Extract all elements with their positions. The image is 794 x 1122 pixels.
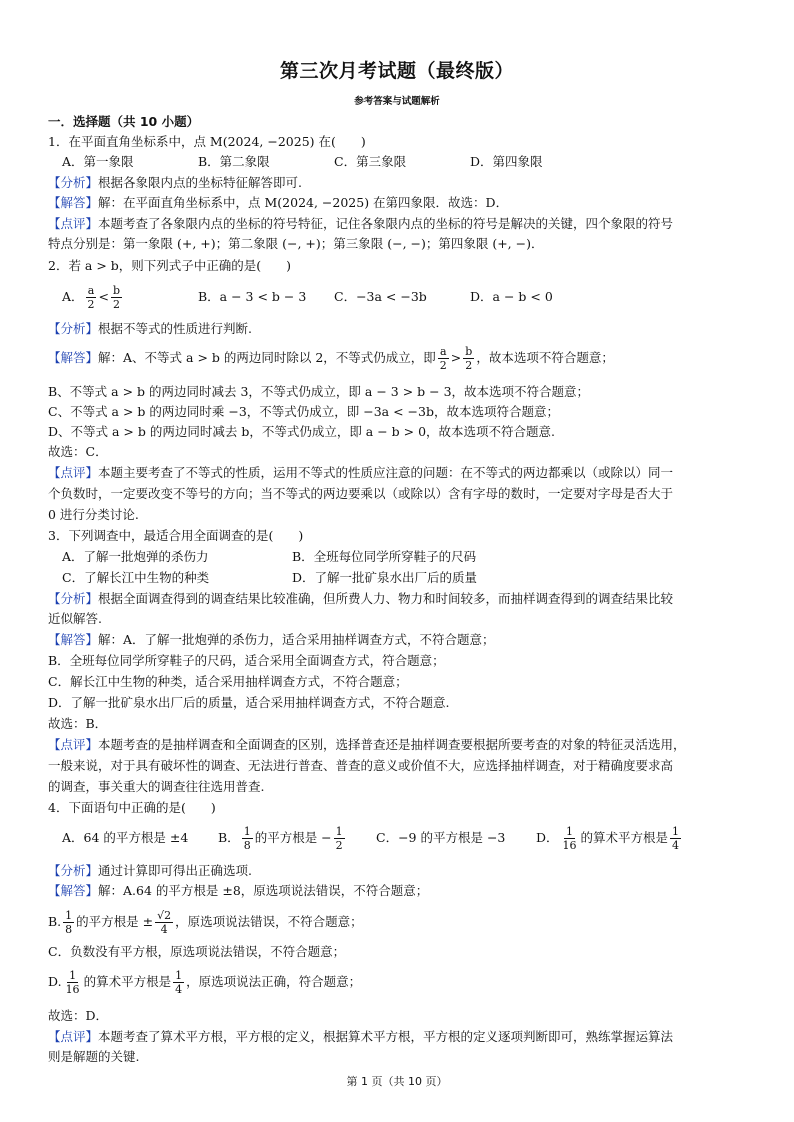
- q4-option-a: A．64 的平方根是 ±4: [62, 830, 189, 845]
- q3-option-c: C．了解长江中生物的种类: [62, 570, 210, 585]
- analysis-tag: 【分析】: [48, 175, 99, 190]
- q2-analysis: 【分析】根据不等式的性质进行判断.: [48, 321, 252, 336]
- q3-stem: 3．下列调查中，最适合用全面调查的是( ): [48, 528, 304, 543]
- q3-answer-b: B．全班每位同学所穿鞋子的尺码，适合采用全面调查方式，符合题意；: [48, 653, 445, 668]
- q3-options-row2: [62, 568, 772, 588]
- q3-analysis-cont: 近似解答.: [48, 611, 102, 626]
- q4-option-c: C．−9 的平方根是 −3: [376, 830, 506, 845]
- q4-comment-cont: 则是解题的关键.: [48, 1049, 140, 1064]
- q4-analysis: 【分析】通过计算即可得出正确选项.: [48, 863, 252, 878]
- q3-answer-d: D．了解一批矿泉水出厂后的质量，适合采用抽样调查方式，不符合题意.: [48, 695, 450, 710]
- q2-choice: 故选：C．: [48, 444, 108, 459]
- q1-answer: 【解答】解：在平面直角坐标系中，点 M(2024, −2025) 在第四象限．故选：D．: [48, 195, 509, 210]
- answer-tag: 【解答】: [48, 195, 99, 210]
- q4-option-d: D． $\frac{1}{16}$ 的算术平方根是 $\frac{1}{4}$: [536, 825, 680, 852]
- q1-comment-cont: 特点分别是：第一象限 (+, +)；第二象限 (−, +)；第三象限 (−, −)；第四象限 (+, −)．: [48, 236, 544, 251]
- q1-option-c: C．第三象限: [334, 154, 407, 169]
- q4-options: [62, 823, 772, 853]
- q1-option-d: D．第四象限: [470, 154, 543, 169]
- q2-option-b: B．a − 3 < b − 3: [198, 289, 307, 304]
- page-title: 第三次月考试题（最终版）: [279, 60, 514, 82]
- q2-option-a: A． $\frac{a}{2}$ < $\frac{b}{2}$: [62, 284, 121, 311]
- q4-answer-c: C．负数没有平方根，原选项说法错误，不符合题意；: [48, 944, 346, 959]
- q4-comment: 【点评】本题考查了算术平方根，平方根的定义，根据算术平方根，平方根的定义逐项判断即可，熟练掌握运算法: [48, 1029, 674, 1044]
- q3-comment: 【点评】本题考查的是抽样调查和全面调查的区别，选择普查还是抽样调查要根据所要考查的对象的特征灵活选用，: [48, 737, 686, 752]
- q1-option-a: A．第一象限: [62, 154, 134, 169]
- q2-option-d: D．a − b < 0: [470, 289, 553, 304]
- q3-answer-c: C．解长江中生物的种类，适合采用抽样调查方式，不符合题意；: [48, 674, 408, 689]
- q2-option-c: C．−3a < −3b: [334, 289, 427, 304]
- q2-answer-b: B、不等式 a > b 的两边同时减去 3，不等式仍成立，即 a − 3 > b − 3，故本选项不符合题意；: [48, 384, 590, 399]
- page-footer: 第 1 页（共 10 页）: [346, 1075, 448, 1088]
- q3-options-row1: [62, 547, 772, 567]
- q3-comment-cont: 一般来说，对于具有破坏性的调查、无法进行普查、普查的意义或价值不大，应选择抽样调查，对于精确度要求高: [48, 758, 674, 773]
- q3-option-b: B．全班每位同学所穿鞋子的尺码: [292, 549, 477, 564]
- q2-answer-d: D、不等式 a > b 的两边同时减去 b，不等式仍成立，即 a − b > 0，故本选项不符合题意.: [48, 424, 556, 439]
- q3-comment-end: 的调查，事关重大的调查往往选用普查.: [48, 779, 265, 794]
- q2-comment: 【点评】本题主要考查了不等式的性质，运用不等式的性质应注意的问题：在不等式的两边都乘以（或除以）同一: [48, 465, 674, 480]
- q3-choice: 故选：B．: [48, 716, 108, 731]
- q2-answer-a: 【解答】解：A、不等式 a > b 的两边同时除以 2，不等式仍成立，即 $\frac{a}{2}$ > $\frac{b}{2}$ ，故本选项不符合题意；: [48, 345, 614, 372]
- q4-stem: 4．下面语句中正确的是( ): [48, 800, 216, 815]
- q1-analysis: 【分析】根据各象限内点的坐标特征解答即可.: [48, 175, 302, 190]
- q2-comment-end: 0 进行分类讨论.: [48, 507, 139, 522]
- q4-answer-b: B. $\frac{1}{8}$ 的平方根是 ± $\frac{√2}{4}$ ，原选项说法错误，不符合题意；: [48, 909, 363, 936]
- q4-answer-d: D. $\frac{1}{16}$ 的算术平方根是 $\frac{1}{4}$ ，原选项说法正确，符合题意；: [48, 969, 362, 996]
- q3-option-d: D．了解一批矿泉水出厂后的质量: [292, 570, 478, 585]
- q4-answer-a: 【解答】解：A.64 的平方根是 ±8，原选项说法错误，不符合题意；: [48, 883, 429, 898]
- q1-options: [62, 152, 772, 172]
- q3-answer-a: 【解答】解：A．了解一批炮弹的杀伤力，适合采用抽样调查方式，不符合题意；: [48, 632, 495, 647]
- q3-option-a: A．了解一批炮弹的杀伤力: [62, 549, 209, 564]
- q1-comment: 【点评】本题考查了各象限内点的坐标的符号特征，记住各象限内点的坐标的符号是解决的关键，四个象限的符号: [48, 216, 674, 231]
- comment-tag: 【点评】: [48, 216, 99, 231]
- q1-stem: 1．在平面直角坐标系中，点 M(2024, −2025) 在( ): [48, 134, 366, 149]
- q3-analysis: 【分析】根据全面调查得到的调查结果比较准确，但所费人力、物力和时间较多，而抽样调查得到的调查结果比较: [48, 591, 674, 606]
- q4-option-b: B． $\frac{1}{8}$ 的平方根是 − $\frac{1}{2}$: [218, 825, 343, 852]
- q2-stem: 2．若 a > b，则下列式子中正确的是( ): [48, 258, 292, 273]
- q4-choice: 故选：D．: [48, 1008, 109, 1023]
- q2-comment-cont: 个负数时，一定要改变不等号的方向；当不等式的两边要乘以（或除以）含有字母的数时，一定要对字母是否大于: [48, 486, 674, 501]
- q2-answer-c: C、不等式 a > b 的两边同时乘 −3，不等式仍成立，即 −3a < −3b，故本选项符合题意；: [48, 404, 559, 419]
- section-heading: 一．选择题（共 10 小题）: [48, 114, 200, 129]
- q2-options: [62, 283, 772, 311]
- q1-option-b: B．第二象限: [198, 154, 270, 169]
- page-subtitle: 参考答案与试题解析: [354, 96, 440, 107]
